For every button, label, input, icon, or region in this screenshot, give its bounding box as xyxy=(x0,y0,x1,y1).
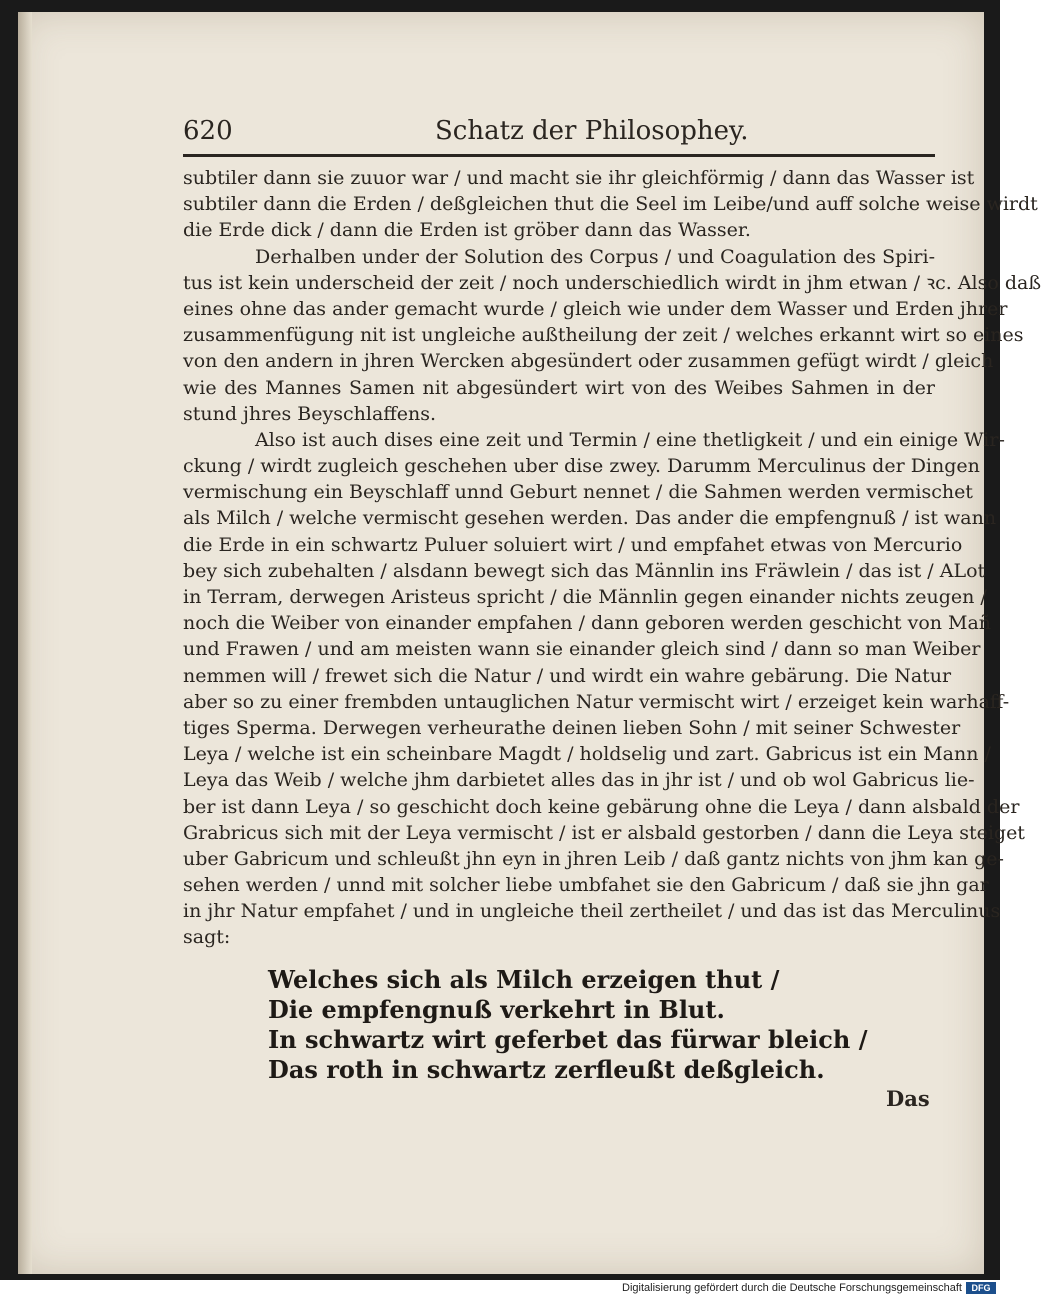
text-line: Also ist auch dises eine zeit und Termin / eine thetligkeit / und ein einige Wir- xyxy=(255,428,1005,451)
text-line: Grabricus sich mit der Leya vermischt / ist er alsbald gestorben / dann die Leya steiget xyxy=(183,821,1025,844)
text-line: wie des Mannes Samen nit abgesündert wirt von des Weibes Sahmen in der xyxy=(183,376,935,399)
body-text xyxy=(183,165,1041,951)
text-line: aber so zu einer frembden untauglichen Natur vermischt wirt / erzeiget kein warhaff- xyxy=(183,690,1010,713)
text-line: in jhr Natur empfahet / und in ungleiche theil zertheilet / und das ist das Merculinus xyxy=(183,900,1001,923)
text-line: tus ist kein underscheid der zeit / noch underschiedlich wirdt in jhm etwan / ꝛc. Also daß xyxy=(183,271,1041,294)
text-line: sehen werden / unnd mit solcher liebe umbfahet sie den Gabricum / daß sie jhn gar xyxy=(183,874,989,897)
text-line: von den andern in jhren Wercken abgesündert oder zusammen gefügt wirdt / gleich xyxy=(183,350,994,373)
text-line: tiges Sperma. Derwegen verheurathe deinen lieben Sohn / mit seiner Schwester xyxy=(183,716,961,739)
text-line: die Erde in ein schwartz Puluer soluiert wirt / und empfahet etwas von Mercurio xyxy=(183,533,963,556)
text-line: eines ohne das ander gemacht wurde / gleich wie under dem Wasser und Erden jhrer xyxy=(183,297,1008,320)
funding-credit: Digitalisierung gefördert durch die Deutsche Forschungsgemeinschaft xyxy=(622,1282,962,1294)
text-line: stund jhres Beyschlaffens. xyxy=(183,402,437,425)
page-number: 620 xyxy=(183,116,233,146)
text-line: zusammenfügung nit ist ungleiche außtheilung der zeit / welches erkannt wirt so eines xyxy=(183,324,1024,347)
text-line: uber Gabricum und schleußt jhn eyn in jhren Leib / daß gantz nichts von jhm kan ge- xyxy=(183,847,1004,870)
text-line: Leya das Weib / welche jhm darbietet alles das in jhr ist / und ob wol Gabricus lie- xyxy=(183,769,975,792)
page-header xyxy=(183,116,935,156)
dfg-logo: DFG xyxy=(966,1282,996,1294)
text-line: die Erde dick / dann die Erden ist gröber dann das Wasser. xyxy=(183,219,751,242)
catchword: Das xyxy=(886,1086,930,1111)
footer-bar xyxy=(0,1280,1000,1296)
header-rule xyxy=(183,154,935,157)
text-line: und Frawen / und am meisten wann sie einander gleich sind / dann so man Weiber xyxy=(183,638,981,661)
text-line: subtiler dann sie zuuor war / und macht sie ihr gleichförmig / dann das Wasser ist xyxy=(183,167,975,189)
verse-line: In schwartz wirt geferbet das fürwar bleich / xyxy=(268,1025,868,1054)
page-gutter-shadow xyxy=(18,12,32,1274)
verse-line: Welches sich als Milch erzeigen thut / xyxy=(268,965,780,994)
text-line: noch die Weiber von einander empfahen / dann geboren werden geschicht von Mañ xyxy=(183,612,992,635)
text-line: nemmen will / frewet sich die Natur / und wirdt ein wahre gebärung. Die Natur xyxy=(183,664,952,687)
text-line: als Milch / welche vermischt gesehen werden. Das ander die empfengnuß / ist wann xyxy=(183,507,997,530)
text-line: sagt: xyxy=(183,926,231,949)
verse-line: Die empfengnuß verkehrt in Blut. xyxy=(268,995,725,1024)
text-line: ckung / wirdt zugleich geschehen uber dise zwey. Darumm Merculinus der Dingen xyxy=(183,455,980,478)
text-line: Derhalben under der Solution des Corpus / und Coagulation des Spiri- xyxy=(255,245,935,268)
text-line: Leya / welche ist ein scheinbare Magdt / holdselig und zart. Gabricus ist ein Mann / xyxy=(183,743,991,766)
running-title: Schatz der Philosophey. xyxy=(435,116,749,146)
text-line: vermischung ein Beyschlaff unnd Geburt nennet / die Sahmen werden vermischet xyxy=(183,481,973,504)
text-line: ber ist dann Leya / so geschicht doch keine gebärung ohne die Leya / dann alsbald der xyxy=(183,795,1020,818)
verse-line: Das roth in schwartz zerfleußt deßgleich. xyxy=(268,1055,825,1084)
text-line: in Terram, derwegen Aristeus spricht / die Männlin gegen einander nichts zeugen / xyxy=(183,586,987,608)
verse-block xyxy=(268,965,868,1085)
text-line: subtiler dann die Erden / deßgleichen thut die Seel im Leibe/und auff solche weise wirdt xyxy=(183,193,1038,216)
text-line: bey sich zubehalten / alsdann bewegt sich das Männlin ins Fräwlein / das ist / ALot xyxy=(183,559,986,582)
